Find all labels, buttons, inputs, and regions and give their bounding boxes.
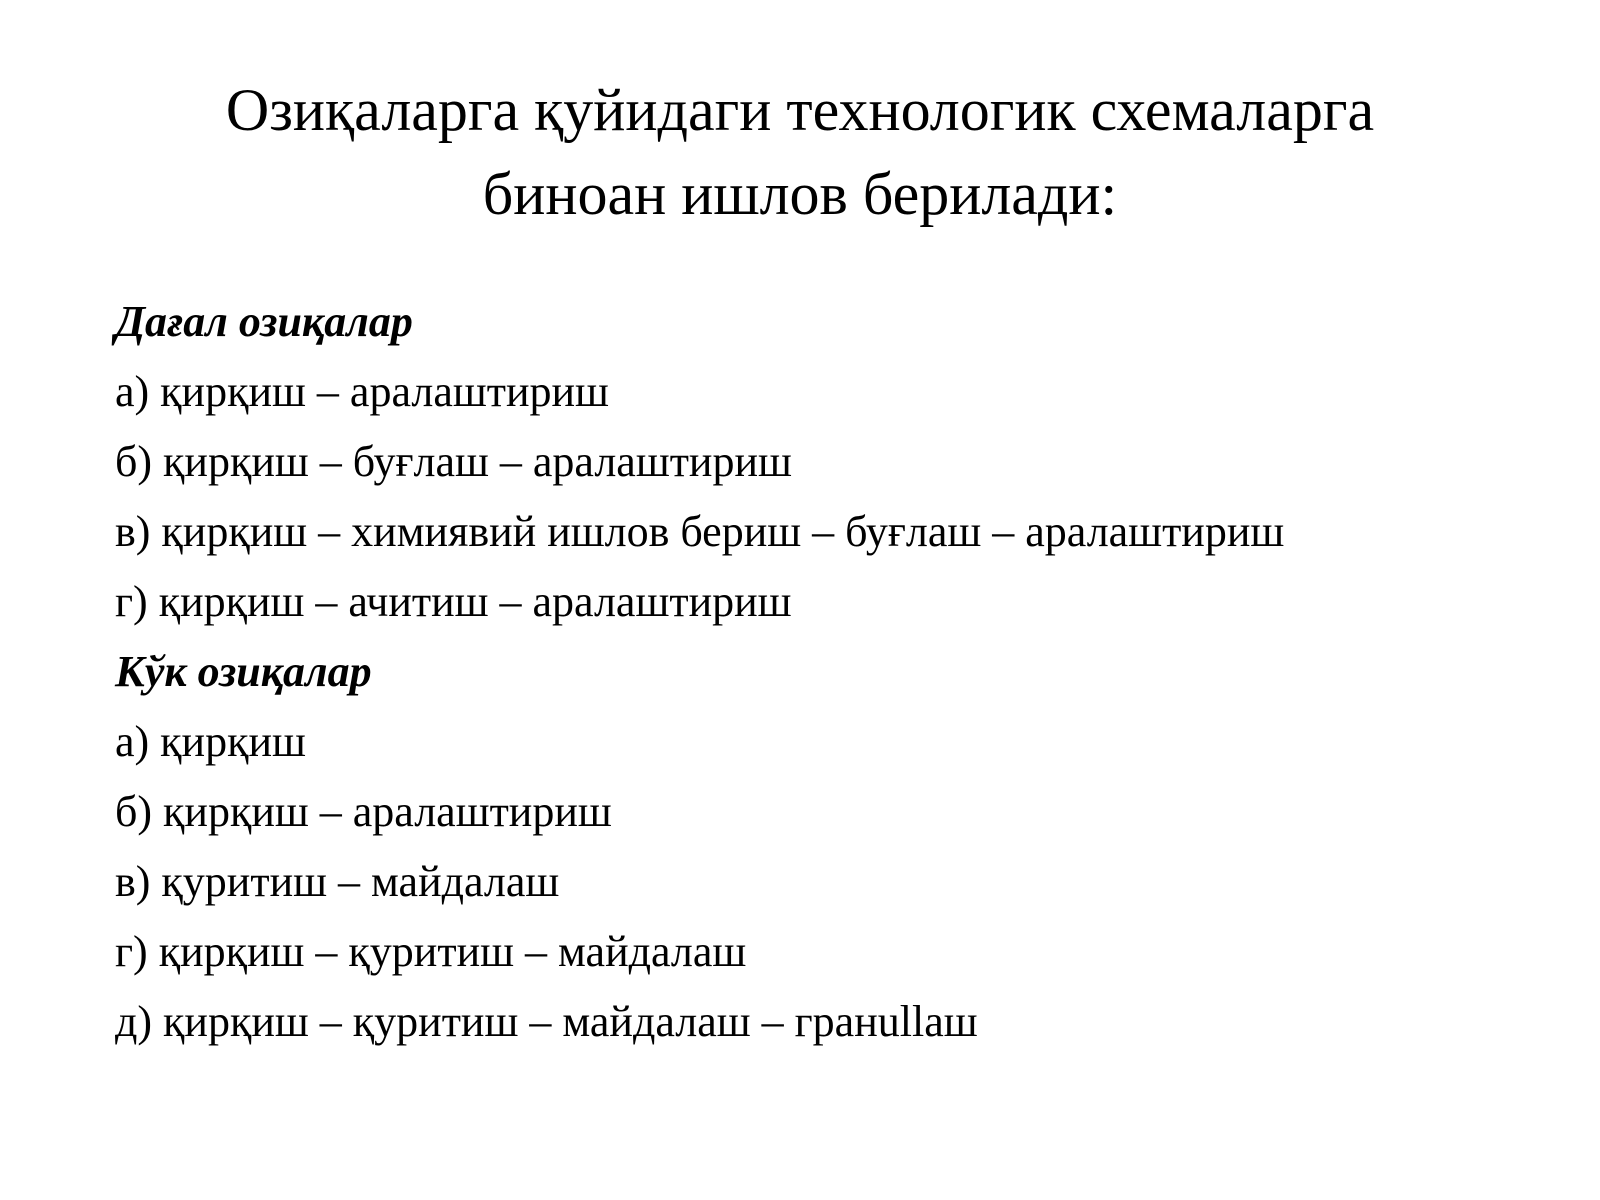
slide-title-line: биноан ишлов берилади: (482, 161, 1118, 227)
slide-title-line: Озиқаларга қуйидаги технологик схемаларга (225, 77, 1375, 143)
list-item: б) қирқиш – буғлаш – аралаштириш (115, 437, 792, 486)
list-item: г) қирқиш – ачитиш – аралаштириш (115, 577, 792, 626)
list-item: б) қирқиш – аралаштириш (115, 787, 612, 836)
slide-title (0, 68, 1600, 236)
list-item: а) қирқиш (115, 717, 306, 766)
list-item: а) қирқиш – аралаштириш (115, 367, 609, 416)
list-item: д) қирқиш – қуритиш – майдалаш – гранullаш (115, 997, 978, 1046)
slide-content (115, 287, 1585, 1057)
list-item: в) қирқиш – химиявий ишлов бериш – буғлаш – аралаштириш (115, 507, 1285, 556)
list-item: г) қирқиш – қуритиш – майдалаш (115, 927, 747, 976)
section-coarse-feeds (115, 287, 1585, 637)
list-item: в) қуритиш – майдалаш (115, 857, 560, 906)
section-heading: Кўк озиқалар (115, 647, 372, 696)
section-heading: Дағал озиқалар (115, 297, 413, 346)
section-green-feeds (115, 637, 1585, 1057)
